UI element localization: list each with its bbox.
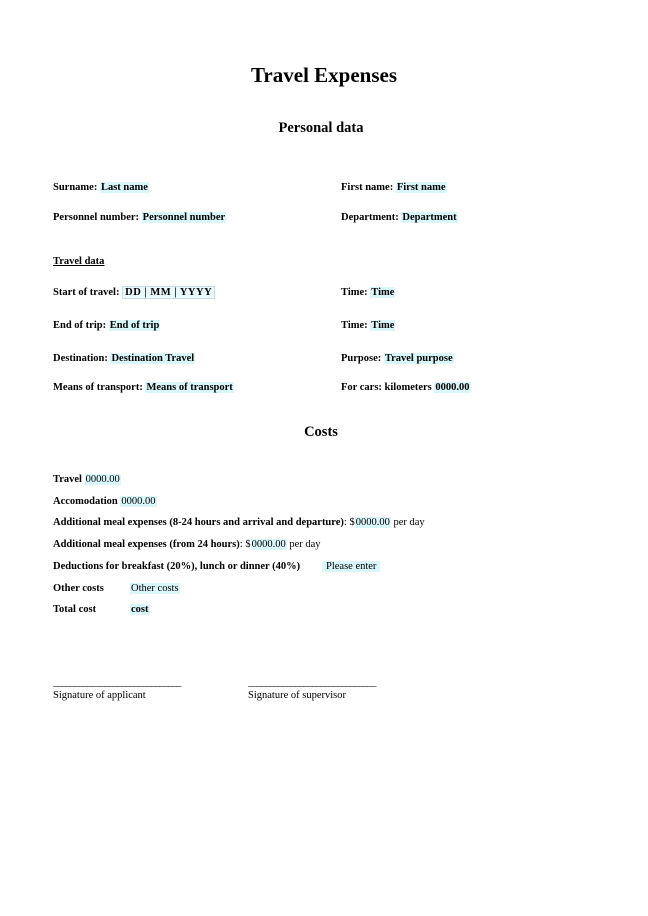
meal-expenses-short-suffix: per day (393, 517, 425, 528)
destination-label: Destination: (53, 353, 108, 364)
department-row (341, 211, 458, 224)
deductions-row-field (322, 560, 380, 573)
meal-expenses-long-currency: $ (245, 539, 251, 550)
total-cost-row-field (130, 603, 150, 616)
meal-expenses-long-suffix: per day (289, 539, 321, 550)
end-of-trip-label: End of trip: (53, 320, 107, 331)
accommodation-field[interactable]: 0000.00 (121, 496, 156, 507)
travel-data-heading: Travel data (53, 256, 105, 267)
transport-row (53, 381, 234, 394)
section-personal-data: Personal data (278, 120, 364, 136)
total-cost-label: Total cost (53, 604, 97, 615)
transport-field[interactable]: Means of transport (146, 382, 233, 393)
meal-expenses-long-row (53, 538, 321, 551)
surname-label: Surname: (53, 182, 98, 193)
first-name-row (341, 181, 447, 194)
start-time-field[interactable]: Time (371, 287, 395, 298)
personnel-number-row (53, 211, 226, 224)
purpose-row (341, 352, 454, 365)
department-label: Department: (341, 212, 399, 223)
transport-label: Means of transport: (53, 382, 143, 393)
travel-cost-field[interactable]: 0000.00 (85, 474, 120, 485)
first-name-field[interactable]: First name (396, 182, 446, 193)
other-costs-label: Other costs (53, 583, 104, 594)
surname-field[interactable]: Last name (100, 182, 148, 193)
deductions-label: Deductions for breakfast (20%), lunch or dinner (40%) (53, 561, 301, 572)
travel-cost-label: Travel (53, 474, 82, 485)
other-costs-row-field (130, 582, 180, 595)
applicant-signature-line[interactable]: ______________________________ (53, 677, 181, 688)
personnel-number-label: Personnel number: (53, 212, 140, 223)
page-title: Travel Expenses (250, 63, 398, 87)
start-of-travel-row (53, 286, 215, 299)
total-cost-field[interactable]: cost (131, 604, 149, 615)
supervisor-signature-label: Signature of supervisor (248, 690, 346, 701)
meal-expenses-short-colon: : (343, 517, 347, 528)
kilometers-row (341, 381, 471, 394)
destination-field[interactable]: Destination Travel (111, 353, 195, 364)
end-time-row (341, 319, 395, 332)
deductions-field[interactable]: Please enter (322, 561, 380, 572)
meal-expenses-long-colon: : (239, 539, 243, 550)
personnel-number-field[interactable]: Personnel number (142, 212, 226, 223)
meal-expenses-long-label: Additional meal expenses (from 24 hours) (53, 539, 240, 550)
accommodation-label: Accomodation (53, 496, 118, 507)
start-of-travel-label: Start of travel: (53, 287, 120, 298)
surname-row (53, 181, 149, 194)
end-time-field[interactable]: Time (371, 320, 395, 331)
meal-expenses-long-field[interactable]: 0000.00 (251, 539, 286, 550)
department-field[interactable]: Department (402, 212, 457, 223)
meal-expenses-short-currency: $ (349, 517, 355, 528)
start-time-row (341, 286, 395, 299)
purpose-label: Purpose: (341, 353, 382, 364)
travel-cost-row (53, 473, 121, 486)
first-name-label: First name: (341, 182, 394, 193)
kilometers-field[interactable]: 0000.00 (435, 382, 470, 393)
start-time-label: Time: (341, 287, 368, 298)
other-costs-field[interactable]: Other costs (131, 583, 179, 594)
end-of-trip-field[interactable]: End of trip (109, 320, 160, 331)
meal-expenses-short-row (53, 516, 425, 529)
end-of-trip-row (53, 319, 160, 332)
section-costs: Costs (304, 424, 338, 440)
meal-expenses-short-field[interactable]: 0000.00 (355, 517, 390, 528)
supervisor-signature-line[interactable]: ______________________________ (248, 677, 376, 688)
destination-row (53, 352, 195, 365)
purpose-field[interactable]: Travel purpose (384, 353, 453, 364)
end-time-label: Time: (341, 320, 368, 331)
applicant-signature-label: Signature of applicant (53, 690, 146, 701)
kilometers-label: For cars: kilometers (341, 382, 432, 393)
start-date-field[interactable]: DD | MM | YYYY (122, 286, 215, 299)
meal-expenses-short-label: Additional meal expenses (8-24 hours and arrival and departure) (53, 517, 344, 528)
accommodation-row (53, 495, 157, 508)
